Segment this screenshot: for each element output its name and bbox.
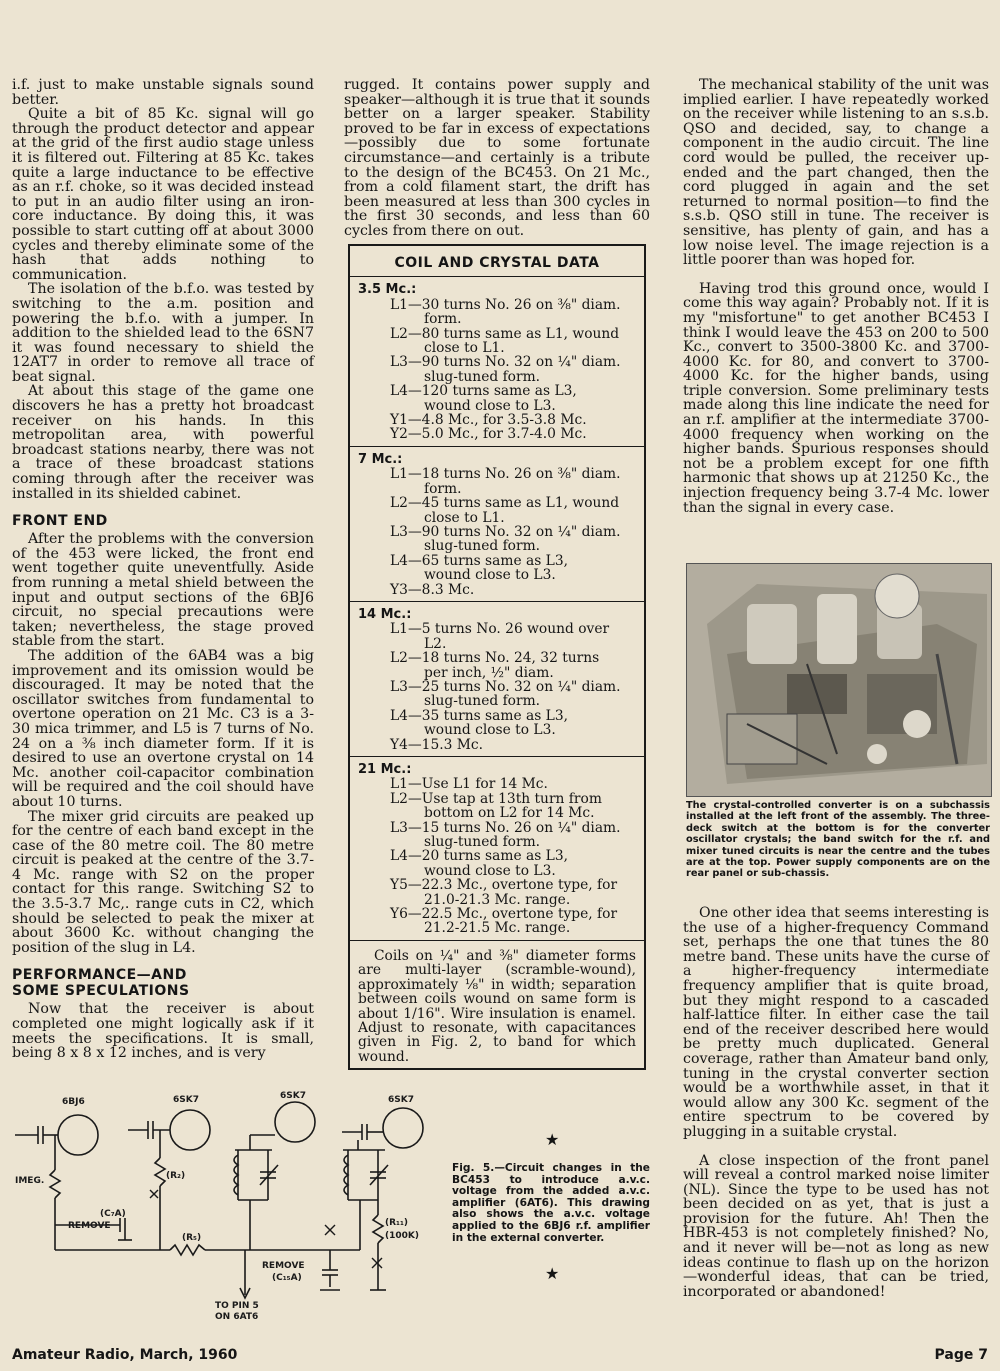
paragraph: After the problems with the conversion of the 453 were licked, the front end went together quite uneventfully. Aside from running a metal shield between the input and output sections of the 6BJ6 circuit, no special precautions were taken; nevertheless, the stage proved stable from the start. bbox=[12, 531, 314, 650]
schematic-svg bbox=[10, 1090, 440, 1340]
table-entry bbox=[390, 792, 638, 821]
photo-caption: The crystal-controlled converter is on a subchassis installed at the left front of the assembly. The three-deck switch at the bottom is for the converter oscillator crystals; the band switch for the r.f. and mixer tuned circuits is near the centre and the tubes are at the top. Power supply components are on the rear panel or sub-chassis. bbox=[686, 800, 990, 880]
paragraph: Now that the receiver is about completed one might logically ask if it meets the specifications. It is small, being 8 x 8 x 12 inches, and is very bbox=[12, 1001, 314, 1062]
entry-text: Y5—22.3 Mc., overtone type, for bbox=[390, 877, 618, 894]
entry-text: L3—25 turns No. 32 on ¼" diam. bbox=[390, 678, 621, 695]
table-entry bbox=[390, 355, 638, 384]
label-6bj6: 6BJ6 bbox=[62, 1097, 85, 1107]
label-r5: (R₅) bbox=[182, 1233, 202, 1243]
entry-text: L2—80 turns same as L1, wound bbox=[390, 325, 620, 342]
section-heading: 21 Mc.: bbox=[358, 762, 412, 777]
label-to-pin-5: TO PIN 5 bbox=[215, 1301, 259, 1311]
label-r11-value: (100K) bbox=[385, 1231, 419, 1241]
paragraph: i.f. just to make unstable signals sound better. bbox=[12, 77, 314, 108]
table-entry bbox=[390, 554, 638, 583]
label-on-6at6: ON 6AT6 bbox=[215, 1312, 259, 1322]
entry-text: L1—5 turns No. 26 wound over bbox=[390, 621, 610, 638]
entry-continuation: close to L1. bbox=[424, 340, 505, 357]
section-heading-front-end: FRONT END bbox=[12, 513, 108, 530]
entry-continuation: slug-tuned form. bbox=[424, 538, 541, 555]
table-entry bbox=[390, 467, 638, 496]
star-decoration: ★ bbox=[545, 1264, 560, 1283]
entry-continuation: wound close to L3. bbox=[424, 567, 556, 584]
footer-page-number: Page 7 bbox=[934, 1347, 988, 1363]
paragraph: At about this stage of the game one discovers he has a pretty hot broadcast receiver on his hands. In this metropolitan area, with powerful broadcast stations nearby, there was not a trace of these broadcast stations coming through after the receiver was installed in its shielded cabinet. bbox=[12, 383, 314, 502]
label-r11: (R₁₁) bbox=[385, 1218, 409, 1228]
table-entry bbox=[390, 298, 638, 327]
entry-continuation: form. bbox=[424, 311, 462, 328]
table-entry bbox=[390, 680, 638, 709]
paragraph: Quite a bit of 85 Kc. signal will go through the product detector and appear at the grid of the first audio stage unless it is filtered out. Filtering at 85 Kc. takes quite a large inductance to be effective as an r.f. choke, so it was decided instead to put in an audio filter using an iron-core inductance. By doing this, it was possible to start cutting off at about 3000 cycles and thereby eliminate some of the hash that adds nothing to communication. bbox=[12, 106, 314, 283]
table-entry bbox=[390, 327, 638, 356]
converter-photo-image bbox=[687, 564, 991, 796]
paragraph: One other idea that seems interesting is the use of a higher-frequency Command set, perhaps the one that tunes the 80 metre band. These units have the curse of a higher-frequency intermediate frequency amplifier that is quite broad, but they might respond to a cascaded half-lattice filter. In either case the tail end of the receiver described here would be pretty much duplicated. General coverage, rather than Amateur band only, tuning in the crystal converter section would be a worthwhile asset, in that it would allow any 300 Kc. segment of the entire spectrum to be covered by plugging in a suitable crystal. bbox=[683, 905, 989, 1140]
label-1meg: IMEG. bbox=[15, 1176, 45, 1186]
entry-text: L3—15 turns No. 26 on ¼" diam. bbox=[390, 819, 621, 836]
label-6sk7-a: 6SK7 bbox=[173, 1095, 199, 1105]
table-entry bbox=[390, 821, 638, 850]
entry-continuation: 21.2-21.5 Mc. range. bbox=[424, 920, 571, 937]
label-r2: (R₂) bbox=[166, 1171, 186, 1181]
table-section bbox=[350, 447, 644, 602]
entry-text: Y6—22.5 Mc., overtone type, for bbox=[390, 906, 618, 923]
heading-line: PERFORMANCE—AND bbox=[12, 967, 187, 984]
paragraph: The mechanical stability of the unit was implied earlier. I have repeatedly worked on the receiver while listening to an s.s.b. QSO and decided, say, to change a component in the audio circuit. The line cord would be pulled, the receiver up-ended and the part changed, then the cord plugged in again and the set returned to normal position—to find the s.s.b. QSO still in tune. The receiver is sensitive, has plenty of gain, and has a low noise level. The image rejection is a little poorer than was hoped for. bbox=[683, 77, 989, 269]
table-entry bbox=[390, 651, 638, 680]
entry-text: L4—120 turns same as L3, bbox=[390, 383, 577, 400]
table-entry bbox=[390, 709, 638, 738]
entry-text: L1—30 turns No. 26 on ⅜" diam. bbox=[390, 296, 621, 313]
entry-text: Y3—8.3 Mc. bbox=[390, 581, 475, 598]
section-heading: 7 Mc.: bbox=[358, 451, 403, 467]
table-entry bbox=[390, 849, 638, 878]
entry-continuation: form. bbox=[424, 480, 462, 497]
entry-text: L3—90 turns No. 32 on ¼" diam. bbox=[390, 354, 621, 371]
entry-text: L4—20 turns same as L3, bbox=[390, 848, 569, 865]
entry-text: L4—35 turns same as L3, bbox=[390, 707, 569, 724]
label-6sk7-c: 6SK7 bbox=[388, 1095, 414, 1105]
table-entry bbox=[390, 583, 638, 597]
label-remove-1: REMOVE bbox=[68, 1221, 111, 1231]
footer-publication: Amateur Radio, March, 1960 bbox=[12, 1347, 238, 1363]
table-entry bbox=[390, 622, 638, 651]
table-entry bbox=[390, 413, 638, 427]
entry-text: L2—45 turns same as L1, wound bbox=[390, 495, 620, 512]
table-section bbox=[350, 277, 644, 446]
table-entry bbox=[390, 525, 638, 554]
entry-continuation: wound close to L3. bbox=[424, 397, 556, 414]
entry-text: L2—Use tap at 13th turn from bbox=[390, 790, 602, 807]
converter-photo bbox=[686, 563, 992, 797]
section-heading: 3.5 Mc.: bbox=[358, 282, 417, 298]
entry-continuation: slug-tuned form. bbox=[424, 834, 541, 851]
column-1 bbox=[12, 78, 314, 1061]
entry-continuation: slug-tuned form. bbox=[424, 693, 541, 710]
table-note: Coils on ¼" and ⅜" diameter forms are multi-layer (scramble-wound), approximately ⅛" in width; separation between coils wound on same form is about 1/16". Wire insulation is enamel. Adjust to resonate, with capacitances given in Fig. 2, to band for which wound. bbox=[358, 947, 636, 1065]
paragraph: The isolation of the b.f.o. was tested by switching to the a.m. position and powering the b.f.o. with a jumper. In addition to the shielded lead to the 6SN7 it was found necessary to shield the 12AT7 in order to remove all trace of beat signal. bbox=[12, 281, 314, 385]
entry-continuation: wound close to L3. bbox=[424, 862, 556, 879]
column-2 bbox=[344, 78, 650, 239]
label-remove-2: REMOVE bbox=[262, 1261, 305, 1271]
table-title: COIL AND CRYSTAL DATA bbox=[350, 246, 644, 277]
label-6sk7-b: 6SK7 bbox=[280, 1091, 306, 1101]
table-section bbox=[350, 757, 644, 941]
star-decoration: ★ bbox=[545, 1130, 560, 1149]
paragraph: The mixer grid circuits are peaked up for the centre of each band except in the case of the 80 metre coil. The 80 metre circuit is peaked at the centre of the 3.7-4 Mc. range with S2 on the proper contact for this range. Switching S2 to the 3.5-3.7 Mc,. range cuts in C2, which should be selected to peak the mixer at about 3600 Kc. without changing the position of the slug in L4. bbox=[12, 808, 314, 956]
entry-text: Y1—4.8 Mc., for 3.5-3.8 Mc. bbox=[390, 412, 587, 429]
section-heading: 14 Mc.: bbox=[358, 606, 412, 622]
figure-caption: Fig. 5.—Circuit changes in the BC453 to introduce a.v.c. voltage from the added a.v.c. amplifier (6AT6). This drawing also shows the a.v.c. voltage applied to the 6BJ6 r.f. amplifier in the external converter. bbox=[452, 1162, 650, 1244]
table-entry bbox=[390, 907, 638, 936]
label-c7a: (C₇A) bbox=[100, 1209, 126, 1219]
table-entry bbox=[390, 427, 638, 441]
entry-continuation: bottom on L2 for 14 Mc. bbox=[424, 805, 595, 822]
entry-continuation: 21.0-21.3 Mc. range. bbox=[424, 891, 571, 908]
table-entry bbox=[390, 496, 638, 525]
entry-text: Y2—5.0 Mc., for 3.7-4.0 Mc. bbox=[390, 426, 587, 443]
entry-text: L1—Use L1 for 14 Mc. bbox=[390, 776, 548, 793]
section-heading-performance bbox=[12, 967, 314, 999]
entry-continuation: slug-tuned form. bbox=[424, 368, 541, 385]
coil-crystal-data-table bbox=[348, 244, 646, 1070]
table-entry bbox=[390, 878, 638, 907]
entry-text: Y4—15.3 Mc. bbox=[390, 736, 484, 753]
entry-text: L4—65 turns same as L3, bbox=[390, 552, 569, 569]
table-entry bbox=[390, 777, 638, 791]
column-3-lower bbox=[683, 906, 989, 1299]
circuit-diagram bbox=[10, 1090, 440, 1340]
paragraph: rugged. It contains power supply and speaker—although it is true that it sounds better on a larger speaker. Stability proved to be far in excess of expectations—possibly due to some fortunate circumstance—and certainly is a tribute to the design of the BC453. On 21 Mc., from a cold filament start, the drift has been measured at less than 300 cycles in the first 30 seconds, and less than 60 cycles from there on out. bbox=[344, 77, 650, 239]
entry-continuation: per inch, ½" diam. bbox=[424, 664, 554, 681]
paragraph: The addition of the 6AB4 was a big improvement and its omission would be discouraged. It may be noted that the oscillator switches from fundamental to overtone operation on 21 Mc. C3 is a 3-30 mica trimmer, and L5 is 7 turns of No. 24 on a ⅜ inch diameter form. If it is desired to use an overtone crystal on 14 Mc. another coil-capacitor combination will be required and the coil should have about 10 turns. bbox=[12, 647, 314, 810]
entry-text: L3—90 turns No. 32 on ¼" diam. bbox=[390, 523, 621, 540]
paragraph: A close inspection of the front panel will reveal a control marked noise limiter (NL). Since the type to be used has not been decided on as yet, that is just a provision for the future. Ah! Then the HBR-453 is not completely finished? No, and it never will be—not as long as new ideas continue to flash up on the horizon—wonderful ideas, that can be tried, incorporated or abandoned! bbox=[683, 1152, 989, 1300]
entry-text: L2—18 turns No. 24, 32 turns bbox=[390, 650, 600, 667]
table-sections bbox=[350, 277, 644, 940]
entry-continuation: close to L1. bbox=[424, 509, 505, 526]
label-c15a: (C₁₅A) bbox=[272, 1273, 302, 1283]
entry-continuation: L2. bbox=[424, 635, 447, 652]
entry-text: L1—18 turns No. 26 on ⅜" diam. bbox=[390, 466, 621, 483]
column-3 bbox=[683, 78, 989, 515]
table-section bbox=[350, 602, 644, 757]
entry-continuation: wound close to L3. bbox=[424, 722, 556, 739]
heading-line: SOME SPECULATIONS bbox=[12, 983, 190, 1000]
table-entry bbox=[390, 384, 638, 413]
table-entry bbox=[390, 738, 638, 752]
paragraph: Having trod this ground once, would I come this way again? Probably not. If it is my "misfortune" to get another BC453 I think I would leave the 453 on 200 to 500 Kc., convert to 3500-3800 Kc. and 3700-4000 Kc. for 80, and convert to 3700-4000 Kc. for the higher bands, using triple conversion. Some preliminary tests made along this line indicate the need for an r.f. amplifier at the intermediate 3700-4000 frequency when working on the higher bands. Spurious responses should not be a problem except for one fifth harmonic that shows up at 21250 Kc., the injection frequency being 3.7-4 Mc. lower than the signal in every case. bbox=[683, 280, 989, 516]
